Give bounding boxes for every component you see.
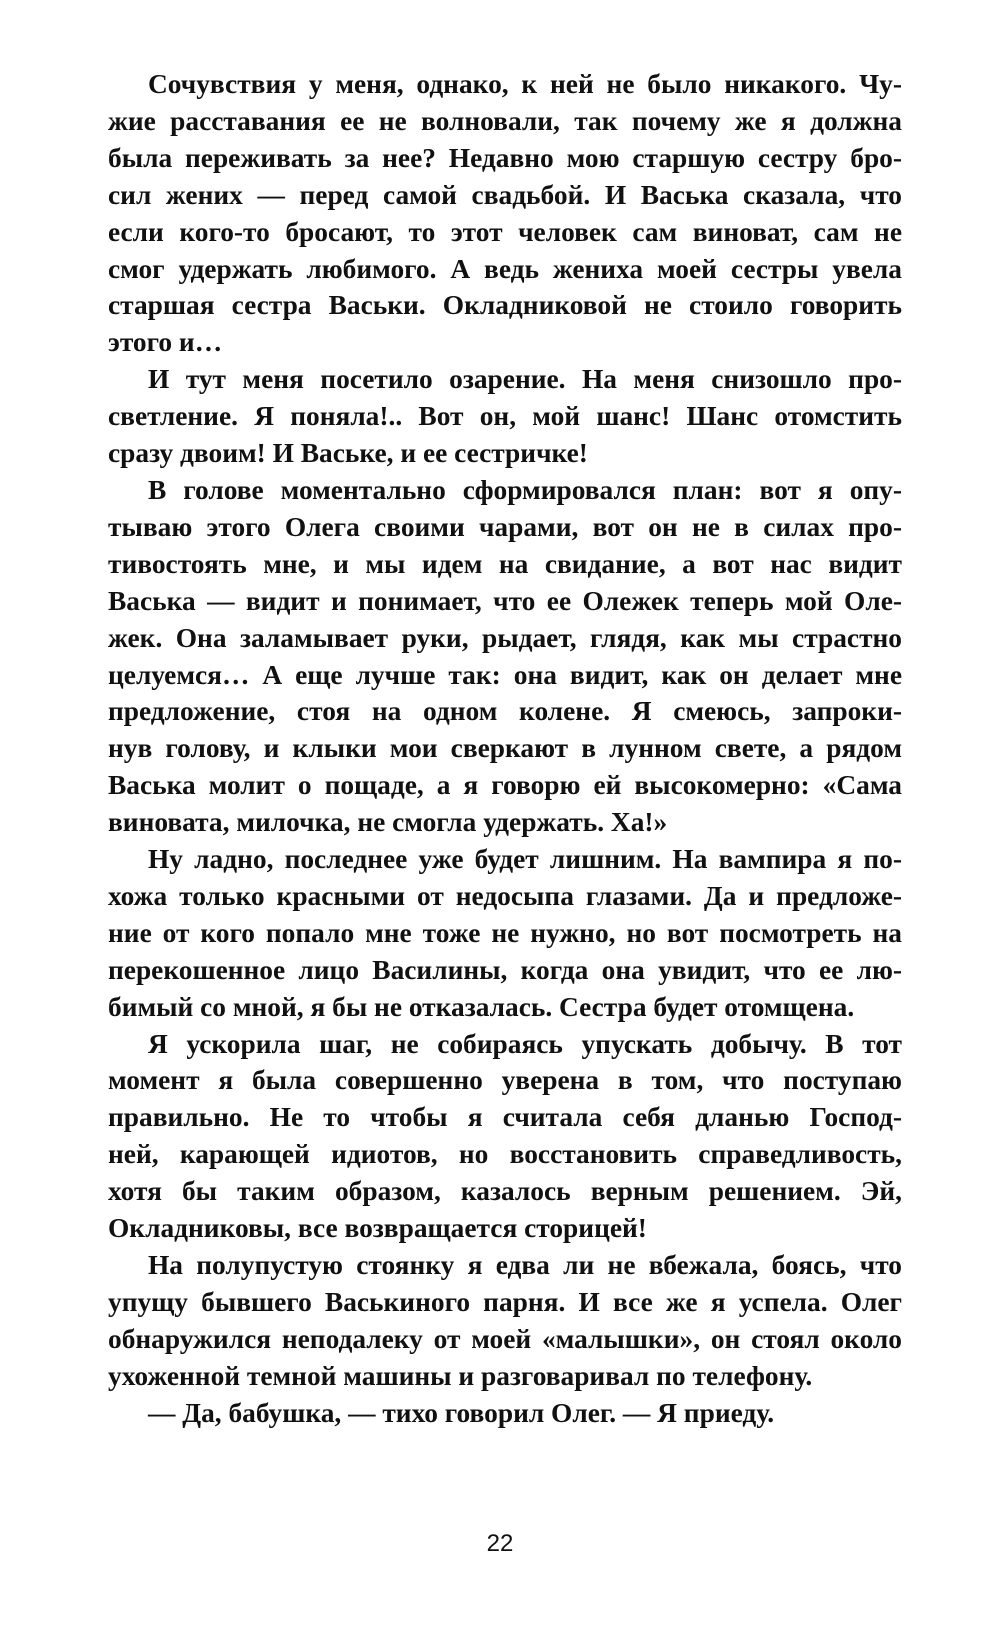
page-text xyxy=(108,66,902,1432)
text-line: нув голову, и клыки мои сверкают в лунном свете, а рядом xyxy=(108,733,902,764)
paragraph-5 xyxy=(108,1026,902,1247)
text-line: ние от кого попало мне тоже не нужно, но вот посмотреть на xyxy=(108,917,902,948)
text-line: была переживать за нее? Недавно мою старшую сестру бро- xyxy=(108,142,902,173)
text-line: сразу двоим! И Ваське, и ее сестричке! xyxy=(108,438,588,469)
text-line: Васька молит о пощаде, а я говорю ей высокомерно: «Сама xyxy=(108,770,902,801)
paragraph-1 xyxy=(108,66,902,361)
text-line: жие расставания ее не волновали, так почему же я должна xyxy=(108,105,902,136)
text-line: бимый со мной, я бы не отказалась. Сестра будет отомщена. xyxy=(108,991,855,1022)
text-line: этого и… xyxy=(108,327,223,358)
text-line: светление. Я поняла!.. Вот он, мой шанс! Шанс отомстить xyxy=(108,401,902,432)
page-number: 22 xyxy=(486,1530,514,1557)
text-line: И тут меня посетило озарение. На меня снизошло про- xyxy=(148,364,902,395)
text-line: Ну ладно, последнее уже будет лишним. На вампира я по- xyxy=(148,844,902,875)
text-line: В голове моментально сформировался план: вот я опу- xyxy=(148,474,902,505)
text-line: перекошенное лицо Василины, когда она увидит, что ее лю- xyxy=(108,954,902,985)
text-line: тываю этого Олега своими чарами, вот он не в силах про- xyxy=(108,511,902,542)
text-line: если кого-то бросают, то этот человек сам виноват, сам не xyxy=(108,216,902,247)
text-line: Сочувствия у меня, однако, к ней не было никакого. Чу- xyxy=(148,69,902,99)
text-line: обнаружился неподалеку от моей «малышки», он стоял около xyxy=(108,1323,902,1354)
text-line: упущу бывшего Васькиного парня. И все же я успела. Олег xyxy=(108,1286,902,1317)
text-line: целуемся… А еще лучше так: она видит, как он делает мне xyxy=(108,659,902,690)
text-line: момент я была совершенно уверена в том, что поступаю xyxy=(108,1065,902,1096)
text-line: старшая сестра Васьки. Окладниковой не стоило говорить xyxy=(108,290,902,321)
text-line: виновата, милочка, не смогла удержать. Ха!» xyxy=(108,807,668,838)
text-line: жек. Она заламывает руки, рыдает, глядя, как мы страстно xyxy=(108,622,902,653)
text-line: Окладниковы, все возвращается сторицей! xyxy=(108,1213,647,1244)
text-line: хотя бы таким образом, казалось верным решением. Эй, xyxy=(108,1176,902,1207)
text-line: тивостоять мне, и мы идем на свидание, а вот нас видит xyxy=(108,548,902,579)
text-line: смог удержать любимого. А ведь жениха моей сестры увела xyxy=(108,253,902,284)
text-line: На полупустую стоянку я едва ли не вбежала, боясь, что xyxy=(148,1250,902,1280)
paragraph-4 xyxy=(108,841,902,1026)
text-line: предложение, стоя на одном колене. Я смеюсь, запроки- xyxy=(108,696,902,727)
text-line: сил жених — перед самой свадьбой. И Васька сказала, что xyxy=(108,179,902,210)
text-line: хожа только красными от недосыпа глазами. Да и предложе- xyxy=(108,880,902,911)
text-line: — Да, бабушка, — тихо говорил Олег. — Я приеду. xyxy=(148,1397,775,1428)
paragraph-3 xyxy=(108,472,902,841)
text-line: Я ускорила шаг, не собираясь упускать добычу. В тот xyxy=(148,1028,902,1059)
text-line: ней, карающей идиотов, но восстановить справедливость, xyxy=(108,1139,902,1170)
paragraph-6 xyxy=(108,1247,902,1395)
text-line: ухоженной темной машины и разговаривал по телефону. xyxy=(108,1360,813,1391)
paragraph-7 xyxy=(108,1395,902,1432)
text-line: правильно. Не то чтобы я считала себя дланью Господ- xyxy=(108,1102,902,1133)
text-line: Васька — видит и понимает, что ее Олежек теперь мой Оле- xyxy=(108,585,902,616)
paragraph-2 xyxy=(108,361,902,472)
